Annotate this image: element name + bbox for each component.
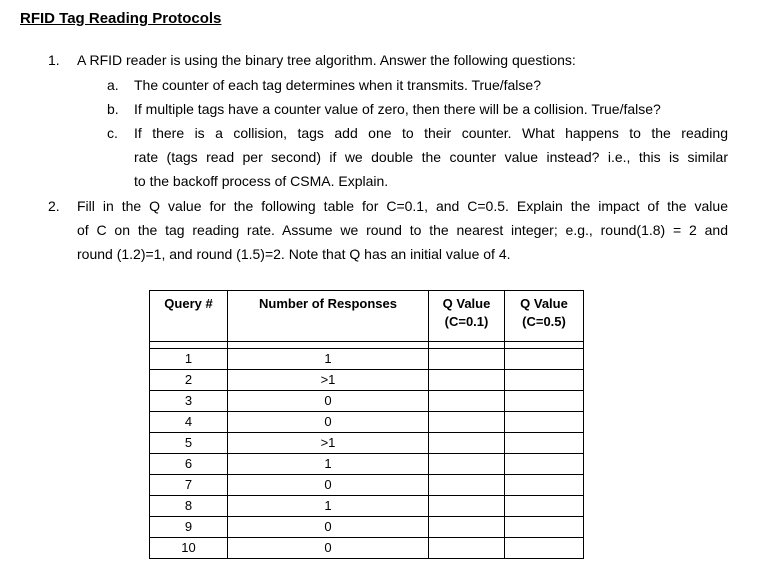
responses-cell: 1	[228, 349, 429, 370]
q-c01-cell	[429, 496, 505, 517]
table-row	[150, 454, 584, 475]
q-c05-cell	[505, 454, 584, 475]
q-c01-cell	[429, 454, 505, 475]
responses-cell: 1	[228, 496, 429, 517]
q2-line-1: Fill in the Q value for the following table for C=0.1, and C=0.5. Explain the impact of the value	[77, 198, 728, 214]
table-row	[150, 475, 584, 496]
query-cell: 3	[150, 391, 228, 412]
header-query: Query #	[150, 291, 228, 342]
q1c-line-2: rate (tags read per second) if we double the counter value instead? i.e., this is similar	[134, 149, 728, 165]
q1b-text: If multiple tags have a counter value of zero, then there will be a collision. True/false?	[134, 101, 661, 117]
q-c01-cell	[429, 391, 505, 412]
q-c01-cell	[429, 475, 505, 496]
q1-number: 1.	[48, 52, 60, 68]
q2-line-3: round (1.2)=1, and round (1.5)=2. Note that Q has an initial value of 4.	[77, 246, 511, 262]
responses-cell: >1	[228, 370, 429, 391]
q-c05-cell	[505, 517, 584, 538]
q1c-line-3: to the backoff process of CSMA. Explain.	[134, 173, 389, 189]
query-cell: 9	[150, 517, 228, 538]
q-value-table	[149, 290, 584, 559]
document-title: RFID Tag Reading Protocols	[20, 10, 222, 27]
query-cell: 5	[150, 433, 228, 454]
q1-text: A RFID reader is using the binary tree algorithm. Answer the following questions:	[77, 52, 576, 68]
q1a-label: a.	[107, 77, 119, 93]
q-c01-cell	[429, 517, 505, 538]
table-header-row	[150, 291, 584, 342]
query-cell: 7	[150, 475, 228, 496]
table-row	[150, 433, 584, 454]
table-row	[150, 370, 584, 391]
table-row	[150, 349, 584, 370]
q-c05-cell	[505, 412, 584, 433]
table-row	[150, 538, 584, 559]
q-c05-cell	[505, 370, 584, 391]
query-cell: 6	[150, 454, 228, 475]
query-cell: 10	[150, 538, 228, 559]
header-responses: Number of Responses	[228, 291, 429, 342]
query-cell: 8	[150, 496, 228, 517]
responses-cell: 0	[228, 391, 429, 412]
header-q-c01: Q Value (C=0.1)	[429, 291, 505, 342]
table-row	[150, 412, 584, 433]
q-c05-cell	[505, 475, 584, 496]
responses-cell: 0	[228, 475, 429, 496]
q-c05-cell	[505, 349, 584, 370]
q-c05-cell	[505, 538, 584, 559]
q-c01-cell	[429, 370, 505, 391]
responses-cell: 0	[228, 538, 429, 559]
table-row	[150, 391, 584, 412]
q-c01-cell	[429, 349, 505, 370]
q2-line-2: of C on the tag reading rate. Assume we round to the nearest integer; e.g., round(1.8) = 2 and	[77, 222, 728, 238]
table-row	[150, 517, 584, 538]
q-c01-cell	[429, 433, 505, 454]
responses-cell: 1	[228, 454, 429, 475]
q-c01-cell	[429, 538, 505, 559]
q-c01-cell	[429, 412, 505, 433]
q-c05-cell	[505, 391, 584, 412]
responses-cell: 0	[228, 412, 429, 433]
query-cell: 1	[150, 349, 228, 370]
q-c05-cell	[505, 496, 584, 517]
query-cell: 2	[150, 370, 228, 391]
q1a-text: The counter of each tag determines when it transmits. True/false?	[134, 77, 541, 93]
header-q-c05: Q Value (C=0.5)	[505, 291, 584, 342]
table-row	[150, 496, 584, 517]
q1c-label: c.	[107, 125, 118, 141]
responses-cell: >1	[228, 433, 429, 454]
q1b-label: b.	[107, 101, 119, 117]
q1c-line-1: If there is a collision, tags add one to their counter. What happens to the reading	[134, 125, 728, 141]
q2-number: 2.	[48, 198, 60, 214]
table-spacer-row	[150, 342, 584, 349]
responses-cell: 0	[228, 517, 429, 538]
q-c05-cell	[505, 433, 584, 454]
query-cell: 4	[150, 412, 228, 433]
